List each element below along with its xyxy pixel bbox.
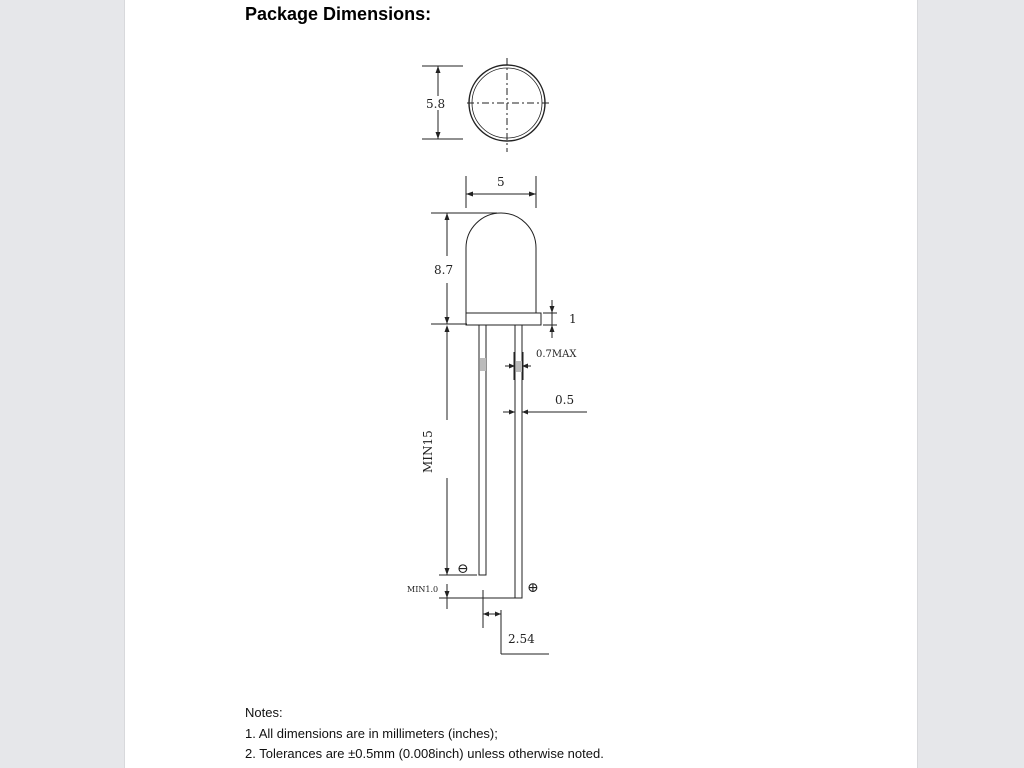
led-side-view bbox=[407, 175, 587, 654]
lead-thickness-label: 0.5 bbox=[555, 393, 575, 407]
lead-spacing-label: 2.54 bbox=[508, 632, 535, 646]
note-item: 1. All dimensions are in millimeters (inches); bbox=[245, 725, 498, 741]
anode-icon: ⊕ bbox=[527, 580, 539, 596]
section-heading: Package Dimensions: bbox=[245, 4, 432, 24]
lead-width-label: 0.7MAX bbox=[536, 349, 577, 360]
note-item: 2. Tolerances are ±0.5mm (0.008inch) unless otherwise noted. bbox=[245, 746, 604, 761]
body-width-label: 5 bbox=[497, 175, 505, 189]
cathode-icon: ⊖ bbox=[457, 561, 469, 577]
led-top-view bbox=[422, 58, 550, 152]
notes-section bbox=[245, 703, 604, 765]
lead-length-label: MIN15 bbox=[421, 430, 435, 473]
body-height-label: 8.7 bbox=[434, 263, 454, 277]
lens-diameter-label: 5.8 bbox=[426, 97, 446, 111]
notes-title: Notes: bbox=[245, 705, 283, 720]
flange-height-label: 1 bbox=[569, 312, 577, 326]
package-dimensions-drawing bbox=[125, 0, 919, 700]
lead-gap-label: MIN1.0 bbox=[407, 585, 439, 594]
document-page bbox=[124, 0, 918, 768]
